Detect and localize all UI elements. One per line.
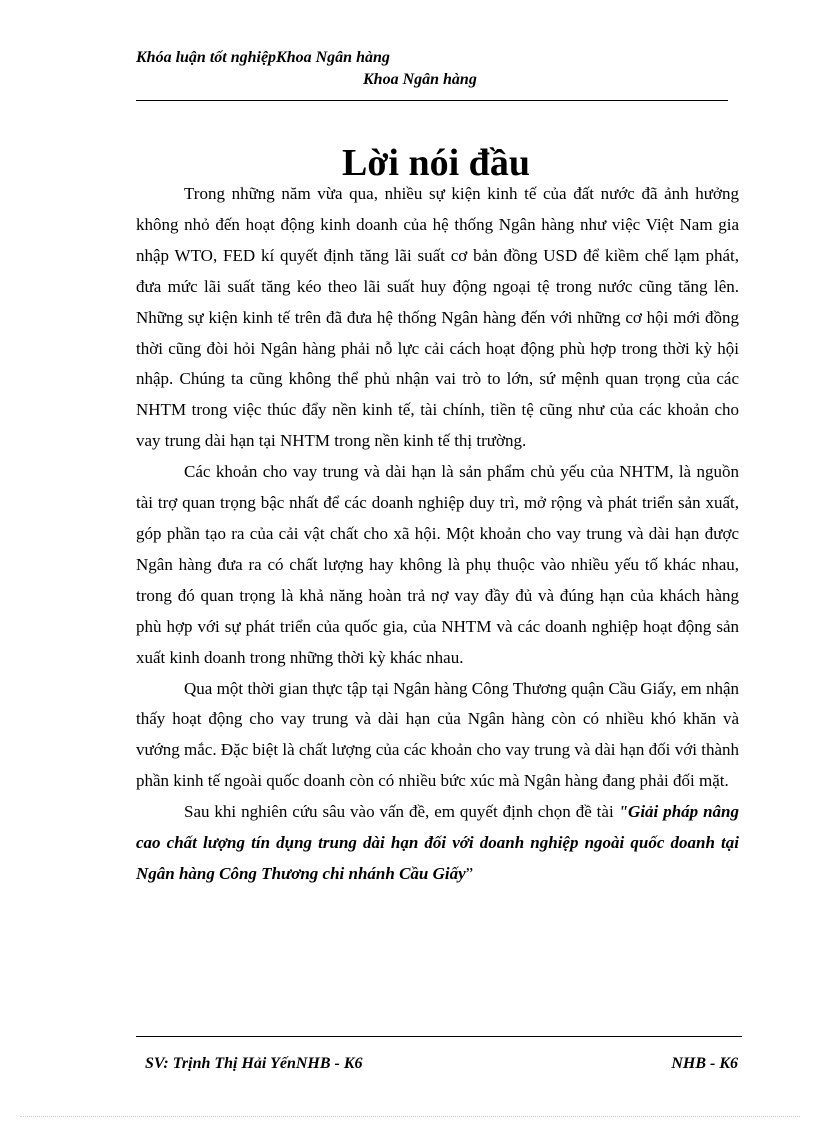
page-title: Lời nói đầu <box>342 142 530 185</box>
closing-quote: ” <box>465 863 474 883</box>
footer-divider <box>136 1036 742 1037</box>
header-line-1: Khóa luận tốt nghiệpKhoa Ngân hàng <box>136 49 390 66</box>
paragraph-2: Các khoản cho vay trung và dài hạn là sản phẩm chủ yếu của NHTM, là nguồn tài trợ quan trọng bậc nhất để các doanh nghiệp duy trì, mở rộng và phát triển sản xuất, góp phần tạo ra của cải vật chất cho xã hội. Một khoản cho vay trung và dài hạn được Ngân hàng đưa ra có chất lượng hay không là phụ thuộc vào nhiều yếu tố khác nhau, trong đó quan trọng là khả năng hoàn trả nợ vay đầy đủ và đúng hạn của khách hàng phù hợp với sự phát triển của quốc gia, của NHTM và các doanh nghiệp hoạt động sản xuất kinh doanh trong những thời kỳ khác nhau. <box>136 462 739 667</box>
paragraph-1: Trong những năm vừa qua, nhiều sự kiện kinh tế của đất nước đã ảnh hưởng không nhỏ đến hoạt động kinh doanh của hệ thống Ngân hàng như việc Việt Nam gia nhập WTO, FED kí quyết định tăng lãi suất cơ bản đồng USD để kiềm chế lạm phát, đưa mức lãi suất tăng kéo theo lãi suất huy động ngoại tệ trong nước cũng tăng lên. Những sự kiện kinh tế trên đã đưa hệ thống Ngân hàng đến với những cơ hội mới đồng thời cũng đòi hỏi Ngân hàng phải nỗ lực cải cách hoạt động phù hợp trong thời kỳ hội nhập. Chúng ta cũng không thể phủ nhận vai trò to lớn, sứ mệnh quan trọng của các NHTM trong việc thúc đẩy nền kinh tế, tài chính, tiền tệ cũng như của các khoản cho vay trung dài hạn tại NHTM trong nền kinh tế thị trường. <box>136 184 739 451</box>
thesis-topic: "Giải pháp nâng cao chất lượng tín dụng trung dài hạn đối với doanh nghiệp ngoài quốc doanh tại Ngân hàng Công Thương chi nhánh Cầu Giấy <box>136 802 739 883</box>
paragraph-4-lead: Sau khi nghiên cứu sâu vào vấn đề, em quyết định chọn đề tài <box>184 802 619 822</box>
paragraph-4 <box>136 797 739 890</box>
header-line-2: Khoa Ngân hàng <box>363 71 477 88</box>
header-divider <box>136 100 728 101</box>
page-edge <box>20 1116 800 1117</box>
footer-student: SV: Trịnh Thị Hải YếnNHB - K6 <box>145 1055 363 1072</box>
footer-class: NHB - K6 <box>671 1055 738 1072</box>
paragraph-3: Qua một thời gian thực tập tại Ngân hàng Công Thương quận Cầu Giấy, em nhận thấy hoạt động cho vay trung và dài hạn của Ngân hàng còn có nhiều khó khăn và vướng mắc. Đặc biệt là chất lượng của các khoản cho vay trung và dài hạn đối với thành phần kinh tế ngoài quốc doanh còn có nhiều bức xúc mà Ngân hàng đang phải đối mặt. <box>136 678 739 791</box>
document-body <box>136 179 739 890</box>
